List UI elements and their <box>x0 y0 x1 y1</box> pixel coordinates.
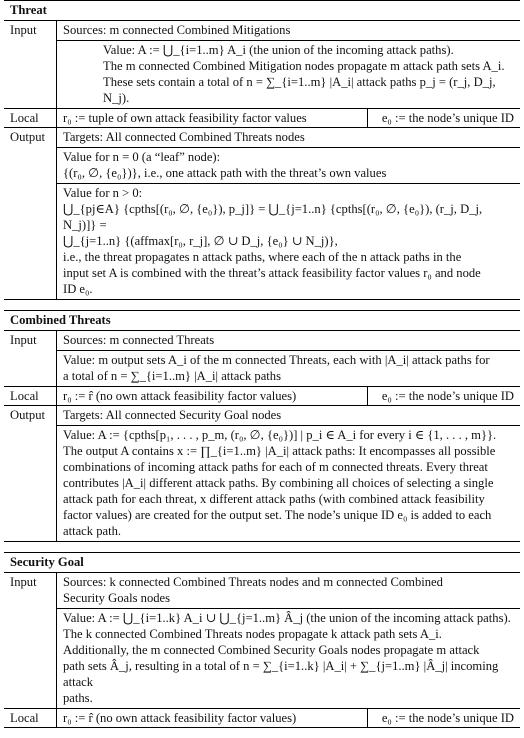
threat-output-row <box>4 128 520 299</box>
combined-threats-input-value-line: Value: m output sets A_i of the m connected Threats, each with |A_i| attack paths for <box>63 353 490 367</box>
combined-threats-input-sources: Sources: m connected Threats <box>57 331 520 351</box>
security-goal-input-sources <box>57 573 520 609</box>
combined-threats-output-line: attack path for each threat, x different attack paths (with combined attack feasibility <box>63 492 485 506</box>
threat-local-r0: r₀ := tuple of own attack feasibility factor values <box>63 111 307 125</box>
threat-section <box>4 0 520 300</box>
combined-threats-title: Combined Threats <box>4 311 520 331</box>
threat-output-n-line: ID e₀. <box>63 282 93 296</box>
threat-title: Threat <box>4 1 520 21</box>
threat-input-sources: Sources: m connected Combined Mitigations <box>57 21 520 41</box>
threat-input-value <box>57 41 520 108</box>
combined-threats-local-e0: e₀ := the node’s unique ID <box>367 387 520 405</box>
algorithm-table <box>4 0 520 738</box>
security-goal-local-label: Local <box>4 709 57 727</box>
threat-output-leaf <box>57 148 520 184</box>
security-goal-input-label: Input <box>4 573 57 708</box>
threat-input-row <box>4 21 520 109</box>
threat-input-value-line: These sets contain a total of n = ∑_{i=1..m} |A_i| attack paths p_j = (r_j, D_j, N_j). <box>103 75 496 105</box>
threat-local-label: Local <box>4 109 57 127</box>
security-goal-input-value-line: paths. <box>63 691 93 705</box>
threat-output-leaf-line: {(r₀, ∅, {e₀})}, i.e., one attack path with the threat’s own values <box>63 166 387 180</box>
security-goal-input-value-line: path sets Â_j, resulting in a total of n = ∑_{i=1..k} |A_i| + ∑_{j=1..m} |Â_j| incoming attack <box>63 659 499 689</box>
security-goal-input-row <box>4 573 520 709</box>
combined-threats-output-line: The output A contains x := ∏_{i=1..m} |A_i| attack paths: It encompasses all possible <box>63 444 496 458</box>
security-goal-local-row <box>4 709 520 727</box>
combined-threats-output-line: combinations of incoming attack paths for each of m connected threats. Every threat <box>63 460 488 474</box>
threat-input-value-line: Value: A := ⋃_{i=1..m} A_i (the union of the incoming attack paths). <box>103 43 454 57</box>
combined-threats-input-value-line: a total of n = ∑_{i=1..m} |A_i| attack paths <box>63 369 281 383</box>
combined-threats-input-value <box>57 351 520 386</box>
combined-threats-output-row <box>4 406 520 541</box>
combined-threats-output-line: Value: A := {cpths[p₁, . . . , p_m, (r₀, ∅, {e₀})] | p_i ∈ A_i for every i ∈ {1, . . . , m}}. <box>63 428 497 442</box>
security-goal-input-sources-line: Security Goals nodes <box>63 591 171 605</box>
threat-output-n-line: Value for n > 0: <box>63 186 143 200</box>
threat-output-label: Output <box>4 128 57 299</box>
threat-local-e0: e₀ := the node’s unique ID <box>367 109 520 127</box>
combined-threats-local-r0: r₀ := r̂ (no own attack feasibility factor values) <box>63 389 297 403</box>
threat-output-n-line: ⋃_{j=1..n} {(affmax[r₀, r_j], ∅ ∪ D_j, {e₀} ∪ N_j)}, <box>63 234 338 248</box>
combined-threats-input-row <box>4 331 520 387</box>
threat-input-label: Input <box>4 21 57 108</box>
security-goal-title: Security Goal <box>4 553 520 573</box>
security-goal-input-value-line: The k connected Combined Threats nodes propagate k attack path sets A_i. <box>63 627 442 641</box>
combined-threats-input-label: Input <box>4 331 57 386</box>
threat-output-targets: Targets: All connected Combined Threats nodes <box>57 128 520 148</box>
combined-threats-output-targets: Targets: All connected Security Goal nodes <box>57 406 520 426</box>
security-goal-input-value-line: Value: A := ⋃_{i=1..k} A_i ∪ ⋃_{j=1..m} Â_j (the union of the incoming attack paths). <box>63 611 511 625</box>
combined-threats-section <box>4 310 520 542</box>
threat-output-n-line: input set A is combined with the threat’s attack feasibility factor values r₀ and node <box>63 266 481 280</box>
security-goal-input-value-line: Additionally, the m connected Combined Security Goals nodes propagate m attack <box>63 643 480 657</box>
combined-threats-output-line: factor values) are created for the output set. The node’s unique ID e₀ is added to each <box>63 508 492 522</box>
security-goal-input-sources-line: Sources: k connected Combined Threats nodes and m connected Combined <box>63 575 443 589</box>
combined-threats-output-line: contributes |A_i| different attack paths. By combining all choices of selecting a single <box>63 476 494 490</box>
combined-threats-output-label: Output <box>4 406 57 541</box>
threat-local-row <box>4 109 520 128</box>
security-goal-section <box>4 552 520 728</box>
threat-output-n-line: ⋃_{pj∈A} {cpths[(r₀, ∅, {e₀}), p_j]} = ⋃_{j=1..n} {cpths[(r₀, ∅, {e₀}), (r_j, D_j, N_j)]} = <box>63 202 483 232</box>
combined-threats-output-value <box>57 426 520 541</box>
threat-output-n <box>57 184 520 299</box>
security-goal-local-r0: r₀ := r̂ (no own attack feasibility factor values) <box>63 711 297 725</box>
combined-threats-output-line: attack path. <box>63 524 122 538</box>
security-goal-local-e0: e₀ := the node’s unique ID <box>367 709 520 727</box>
threat-output-n-line: i.e., the threat propagates n attack paths, where each of the n attack paths in the <box>63 250 462 264</box>
combined-threats-local-label: Local <box>4 387 57 405</box>
threat-output-leaf-line: Value for n = 0 (a “leaf” node): <box>63 150 221 164</box>
combined-threats-local-row <box>4 387 520 406</box>
security-goal-input-value <box>57 609 520 708</box>
threat-input-value-line: The m connected Combined Mitigation nodes propagate m attack path sets A_i. <box>103 59 505 73</box>
